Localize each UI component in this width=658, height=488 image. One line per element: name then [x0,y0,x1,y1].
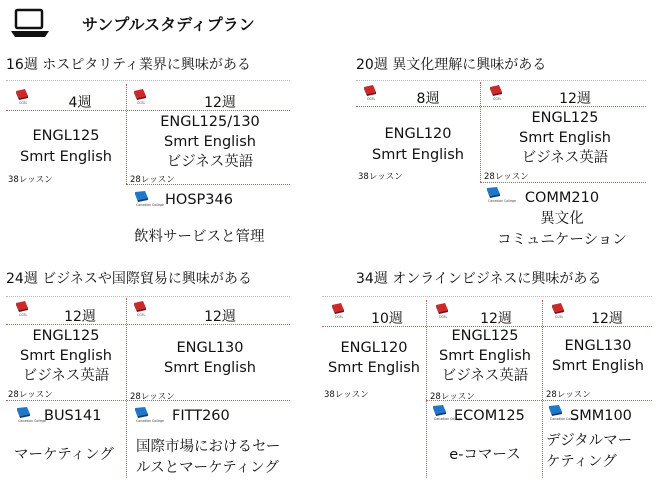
course-extra: ビジネス英語 [521,150,609,166]
course-name: ENGL125 [451,328,519,344]
course-extra: ビジネス英語 [166,154,254,170]
svg-text:CCEL: CCEL [555,315,564,319]
course-subtitle: Smrt English [164,360,256,376]
svg-text:CCEL: CCEL [335,315,344,319]
red-book-icon [12,300,32,318]
blue-book-icon [132,406,164,424]
red-book-icon [360,84,380,102]
course-subtitle: Smrt English [328,360,420,376]
lesson-count: 28レッスン [130,392,175,402]
week-label: 12週 [204,309,236,325]
red-book-icon [130,88,150,106]
plan-heading: 24週 ビジネスや国際貿易に興味がある [6,271,252,287]
course-description: 飲料サービスと管理 [134,229,265,245]
week-label: 12週 [64,309,96,325]
course-name: FITT260 [172,408,230,424]
week-label: 4週 [68,95,92,111]
lesson-count: 28レッスン [8,390,53,400]
course-description: 国際市場におけるセー [136,439,281,455]
course-description: マーケティング [14,447,114,463]
svg-text:Canadian College: Canadian College [550,417,578,421]
page-title: サンプルスタディプラン [82,15,255,34]
course-extra: ビジネス英語 [441,368,529,384]
week-label: 12週 [559,91,591,107]
svg-text:CCEL: CCEL [439,315,448,319]
course-name: HOSP346 [165,192,233,208]
red-book-icon [486,84,506,102]
red-book-icon [328,302,348,320]
lesson-count: 28レッスン [484,172,529,182]
red-book-icon [12,88,32,106]
svg-text:CCEL: CCEL [493,97,502,101]
course-extra: ビジネス英語 [22,368,110,384]
svg-text:CCEL: CCEL [19,101,28,105]
course-name: ENGL125 [32,328,100,344]
course-name: ENGL125 [531,110,599,126]
plan-heading: 34週 オンラインビジネスに興味がある [356,271,602,287]
svg-text:CCEL: CCEL [137,101,146,105]
blue-book-icon [546,404,578,422]
svg-text:Canadian College: Canadian College [136,203,164,207]
svg-text:CCEL: CCEL [367,97,376,101]
course-subtitle: Smrt English [439,348,531,364]
course-name: BUS141 [44,408,102,424]
course-description: デジタルマー [546,433,633,449]
red-book-icon [548,302,568,320]
red-book-icon [130,300,150,318]
course-description: ルスとマーケティング [136,460,279,476]
course-subtitle: Smrt English [519,130,611,146]
course-name: COMM210 [524,190,600,206]
week-label: 12週 [591,311,623,327]
course-name: ENGL125/130 [160,114,260,130]
week-label: 12週 [480,311,512,327]
week-label: 10週 [371,311,403,327]
blue-book-icon [132,190,164,208]
course-description: コミュニケーション [497,232,627,248]
course-description: ケティング [546,454,617,470]
red-book-icon [432,302,452,320]
course-name: ENGL120 [340,340,408,356]
course-name: SMM100 [570,408,632,424]
svg-text:CCEL: CCEL [19,313,28,317]
blue-book-icon [14,406,46,424]
course-description: e-コマース [449,447,521,463]
week-label: 8週 [416,91,440,107]
lesson-count: 38レッスン [324,390,369,400]
course-description: 異文化 [540,211,584,227]
course-subtitle: Smrt English [164,134,256,150]
blue-book-icon [430,404,462,422]
course-name: ENGL120 [384,126,452,142]
course-subtitle: Smrt English [372,147,464,163]
lesson-count: 38レッスン [358,172,403,182]
plan-heading: 20週 異文化理解に興味がある [356,57,547,73]
week-label: 12週 [204,95,236,111]
lesson-count: 28レッスン [430,392,475,402]
course-subtitle: Smrt English [20,348,112,364]
course-name: ENGL125 [32,128,100,144]
svg-text:Canadian College: Canadian College [136,419,164,423]
course-name: ECOM125 [454,408,525,424]
lesson-count: 28レッスン [130,175,175,185]
plan-heading: 16週 ホスピタリティ業界に興味がある [6,57,251,73]
lesson-count: 38レッスン [8,175,53,185]
course-subtitle: Smrt English [552,358,644,374]
course-name: ENGL130 [176,340,244,356]
svg-text:CCEL: CCEL [137,313,146,317]
svg-text:Canadian College: Canadian College [18,419,46,423]
course-name: ENGL130 [564,338,632,354]
svg-text:Canadian College: Canadian College [434,417,462,421]
course-subtitle: Smrt English [20,149,112,165]
svg-text:Canadian College: Canadian College [488,199,516,203]
lesson-count: 28レッスン [546,390,591,400]
laptop-icon [10,6,50,40]
